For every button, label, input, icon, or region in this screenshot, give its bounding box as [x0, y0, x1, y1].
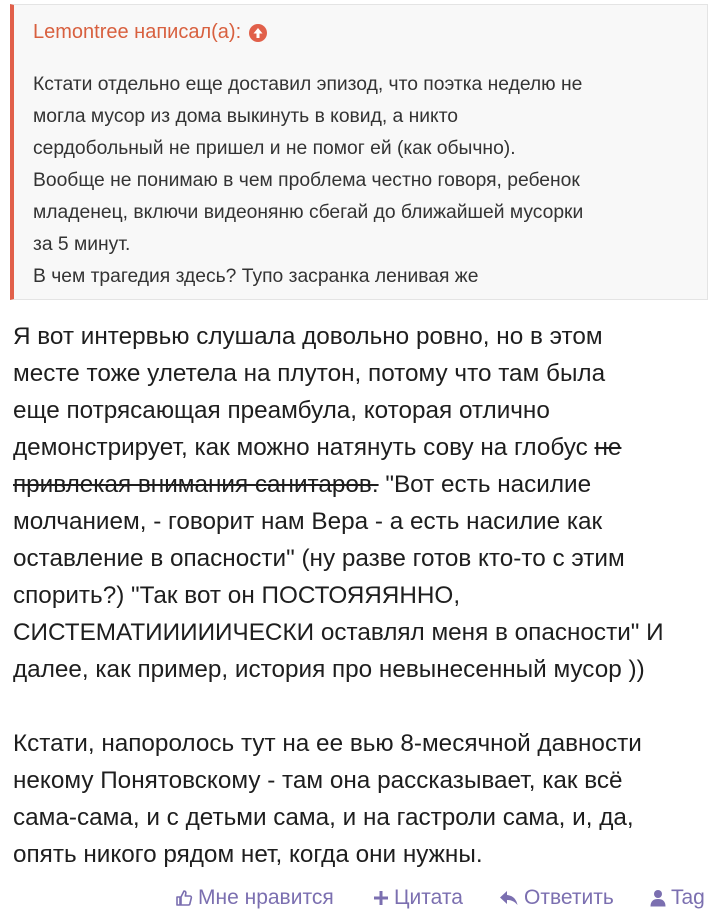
quote-line: за 5 минут. — [33, 234, 131, 255]
quote-header — [33, 21, 267, 44]
quote-line: В чем трагедия здесь? Тупо засранка ленивая же — [33, 266, 479, 287]
quote-text — [33, 69, 698, 293]
post-line: Кстати, напоролось тут на ее вью 8-месячной давности — [13, 730, 642, 757]
post-line: молчанием, - говорит нам Вера - а есть насилие как — [13, 508, 603, 535]
strikethrough-text: привлекая внимания санитаров. — [13, 471, 379, 498]
thumbs-up-icon — [175, 889, 193, 907]
post-actions — [0, 881, 720, 913]
post-line: СИСТЕМАТИИИИИЧЕСКИ оставлял меня в опасности" И — [13, 619, 664, 646]
reply-label: Ответить — [524, 886, 614, 909]
quote-label: Цитата — [394, 886, 463, 909]
post-line: далее, как пример, история про невынесенный мусор )) — [13, 656, 645, 683]
go-to-quote-icon[interactable] — [249, 24, 267, 42]
quote-author[interactable]: Lemontree написал(а): — [33, 21, 242, 43]
post-line: месте тоже улетела на плутон, потому что там была — [13, 360, 606, 387]
strikethrough-text: не — [594, 434, 622, 461]
post-line — [13, 466, 713, 503]
quote-button[interactable] — [373, 886, 463, 910]
quote-block — [10, 4, 708, 300]
like-button[interactable] — [175, 886, 334, 910]
post-line: опять никого рядом нет, когда они нужны. — [13, 841, 483, 868]
reply-button[interactable] — [499, 886, 614, 910]
post-line: оставление в опасности" (ну разве готов кто-то с этим — [13, 545, 625, 572]
post-line — [13, 429, 713, 466]
paragraph-gap — [13, 688, 713, 725]
post-line: некому Понятовскому - там она рассказывает, как всё — [13, 767, 623, 794]
reply-icon — [499, 889, 519, 907]
plus-icon — [373, 890, 389, 906]
like-label: Мне нравится — [198, 886, 334, 909]
post-line: Я вот интервью слушала довольно ровно, но в этом — [13, 323, 603, 350]
post-body — [13, 318, 713, 873]
post-text: демонстрирует, как можно натянуть сову на глобус — [13, 434, 595, 461]
quote-line: сердобольный не пришел и не помог ей (как обычно). — [33, 138, 516, 159]
post-line: сама-сама, и с детьми сама, и на гастроли сама, и, да, — [13, 804, 634, 831]
post-line: еще потрясающая преамбула, которая отлично — [13, 397, 550, 424]
post-text: "Вот есть насилие — [378, 471, 592, 498]
user-icon — [650, 889, 666, 907]
quote-line: Вообще не понимаю в чем проблема честно говоря, ребенок — [33, 170, 580, 191]
quote-line: младенец, включи видеоняню сбегай до ближайшей мусорки — [33, 202, 584, 223]
tag-button[interactable] — [650, 886, 705, 910]
post-line: спорить?) "Так вот он ПОСТОЯЯЯННО, — [13, 582, 461, 609]
tag-label: Tag — [671, 886, 705, 909]
quote-line: Кстати отдельно еще доставил эпизод, что поэтка неделю не — [33, 74, 583, 95]
quote-line: могла мусор из дома выкинуть в ковид, а никто — [33, 106, 459, 127]
